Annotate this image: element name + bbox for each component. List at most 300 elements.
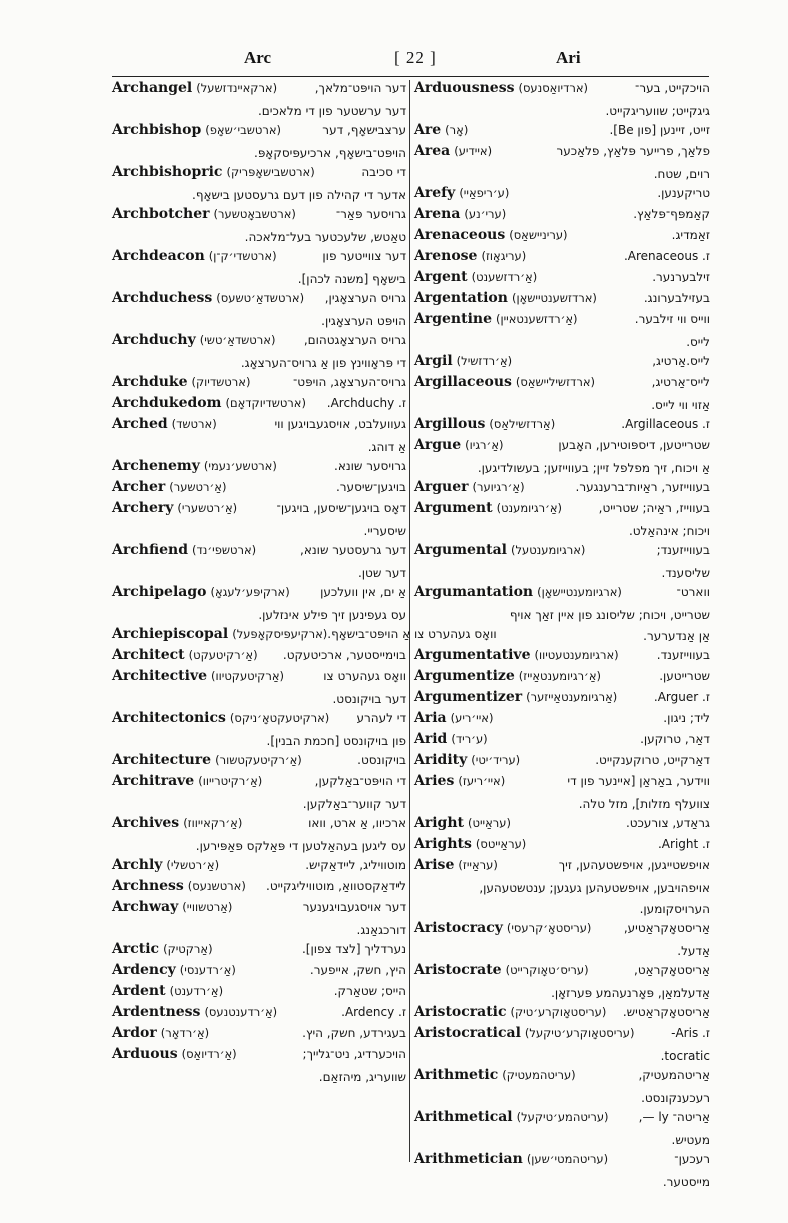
pronunciation: (אַ׳רטשלי) <box>166 858 220 872</box>
pronunciation: (אַ׳רגיו) <box>465 438 504 452</box>
entry-first-line <box>414 1004 710 1025</box>
definition-continuation: רוים, שטח. <box>653 167 710 181</box>
pronunciation: (ארטשדאַ׳טשי) <box>199 333 276 347</box>
dictionary-entry <box>414 143 710 185</box>
dictionary-entry <box>112 878 406 899</box>
definition-line: הייס; שטאַרק. <box>333 984 406 998</box>
headword: Argillaceous <box>414 374 512 390</box>
definition-line: ז. Arguer. <box>653 690 710 704</box>
headword: Aristocratic <box>414 1004 507 1020</box>
pronunciation: (ארקיטעקטאָ׳ניקס) <box>229 711 330 725</box>
definition-continuation: טאַטש, שלעכטער בעל־מלאכה. <box>244 230 406 244</box>
entry-first-line <box>112 899 406 920</box>
dictionary-entry <box>112 374 406 395</box>
definition-continuation: שיסעריי. <box>363 524 406 538</box>
dictionary-entry <box>414 479 710 500</box>
definition-continuation: אדער די קהילה פון דעם גרעסטען בישאָף. <box>192 188 406 202</box>
dictionary-entry <box>112 206 406 248</box>
dictionary-entry <box>414 206 710 227</box>
definition-line: גרויסער שונא. <box>334 459 406 473</box>
definition-line: דאַרקייט, טרוקענקייט. <box>595 753 710 767</box>
headword: Archway <box>112 899 179 915</box>
entry-first-line <box>414 542 710 563</box>
definition-line: ארכיוו, אַ ארט, וואו <box>308 816 406 830</box>
entry-first-line <box>414 227 710 248</box>
entry-first-line <box>414 1025 710 1046</box>
headword: Aridity <box>414 752 468 768</box>
entry-first-line <box>414 353 710 374</box>
headword: Archives <box>112 815 180 831</box>
pronunciation: (ע׳ריפאַיי) <box>459 186 510 200</box>
entry-first-line <box>414 1109 710 1130</box>
headword: Argumantation <box>414 584 534 600</box>
headword: Arched <box>112 416 168 432</box>
headword: Aristocrate <box>414 962 502 978</box>
pronunciation: (אַ׳רגיוער) <box>472 480 525 494</box>
definition-line: בעווייזער, ראַיות־ברענגער. <box>575 480 710 494</box>
pronunciation: (אַרטשוויי) <box>182 900 233 914</box>
dictionary-entry <box>112 710 406 752</box>
dictionary-entry <box>112 962 406 983</box>
pronunciation: (אַ׳רדיואַס) <box>181 1047 237 1061</box>
pronunciation: (ארטשנעס) <box>187 879 246 893</box>
pronunciation: (אַרגיומענטאַייזער) <box>526 690 618 704</box>
headword: Arduous <box>112 1046 178 1062</box>
definition-line: הויכקייט, בער־ <box>635 81 710 95</box>
dictionary-entry <box>112 290 406 332</box>
definition-line: ז. Archduchy. <box>326 396 406 410</box>
pronunciation: (ארטשדאַ׳טשעס) <box>216 291 305 305</box>
definition-continuation: עס ליגען בעהאַלטען די פּאַלקס פּאַפּירען. <box>195 839 406 853</box>
pronunciation: (אַ׳רדענסי) <box>179 963 236 977</box>
definition-continuation: אַזוי ווי לייס. <box>651 398 710 412</box>
definition-continuation: אויפהויבען, אויפשטעהען געגען; ענטשטעהען, <box>479 881 710 895</box>
dictionary-entry <box>414 269 710 290</box>
dictionary-entry <box>414 248 710 269</box>
definition-continuation: אַ דוהג. <box>367 440 406 454</box>
dictionary-entry <box>112 626 497 647</box>
entry-first-line <box>112 1004 406 1025</box>
dictionary-entry <box>414 437 710 479</box>
dictionary-entry <box>112 164 406 206</box>
definition-line: זילבערנער. <box>652 270 710 284</box>
headword: Arights <box>414 836 472 852</box>
headword: Archdeacon <box>112 248 205 264</box>
pronunciation: (אַ׳רטשער) <box>169 480 227 494</box>
entry-first-line <box>112 584 406 605</box>
entry-first-line <box>414 374 710 395</box>
entry-first-line <box>112 332 406 353</box>
entry-first-line <box>414 1067 710 1088</box>
definition-line: דאָס בויגען־שיסען, בויגען־ <box>276 501 406 515</box>
dictionary-entry <box>112 500 406 542</box>
page-header <box>112 44 712 74</box>
dictionary-entry <box>414 374 710 416</box>
definition-line: גרויס הערצאָגטהום, <box>303 333 406 347</box>
definition-line: גרויס־הערצאָג, הויפּט־ <box>292 375 406 389</box>
definition-line: אַריסטאָקראַטיש. <box>622 1005 710 1019</box>
definition-continuation: דער קווער־באַלקען. <box>302 797 406 811</box>
pronunciation: (ארטשדיוק) <box>191 375 251 389</box>
dictionary-entry <box>414 500 710 542</box>
dictionary-entry <box>112 941 406 962</box>
dictionary-entry <box>112 1004 406 1025</box>
headword: Archduke <box>112 374 188 390</box>
pronunciation: (איי׳ריע) <box>450 711 494 725</box>
definition-continuation: דער בויקונסט. <box>332 692 406 706</box>
definition-line: רעכען־ <box>674 1152 710 1166</box>
pronunciation: (אָר) <box>445 123 469 137</box>
entry-first-line <box>414 752 710 773</box>
entry-first-line <box>112 416 406 437</box>
entry-first-line <box>112 983 406 1004</box>
dictionary-entry <box>414 1151 710 1193</box>
dictionary-entry <box>414 1004 710 1025</box>
headword: Architecture <box>112 752 212 768</box>
pronunciation: (ע׳ריד) <box>451 732 488 746</box>
definition-line: וואָס געהערט צו <box>323 669 406 683</box>
headword: Argumentizer <box>414 689 523 705</box>
header-right-guide-word: Ari <box>556 48 581 67</box>
headword: Archery <box>112 500 174 516</box>
headword: Argent <box>414 269 468 285</box>
definition-continuation: שוועריג, מיהזאַם. <box>318 1070 406 1084</box>
dictionary-entry <box>112 479 406 500</box>
headword: Argument <box>414 500 493 516</box>
entry-first-line <box>112 857 406 878</box>
definition-line: דאַר, טרוקען. <box>640 732 710 746</box>
entry-first-line <box>112 122 406 143</box>
headword: Archly <box>112 857 163 873</box>
definition-line: לײדאַקסטוואַ, מוטוויליגקייט. <box>266 879 406 893</box>
definition-line: אויפשטייגען, אויפשטעהען, זיך <box>558 858 710 872</box>
dictionary-entry <box>414 815 710 836</box>
definition-line: די לעהרע <box>356 711 406 725</box>
definition-line: בעווייזענד. <box>656 648 710 662</box>
dictionary-entry <box>414 752 710 773</box>
entry-first-line <box>414 815 710 836</box>
definition-continuation: אַ ויכוח, זיך מפלפל זיין; בעווייזען; בעשולדיגען. <box>477 461 710 475</box>
definition-line: אַריטה־ ly —, <box>638 1110 710 1124</box>
dictionary-entry <box>414 857 710 920</box>
dictionary-entry <box>414 920 710 962</box>
definition-line: בעגירדע, חשק, היץ. <box>302 1026 406 1040</box>
definition-continuation: עס געפינען זיך פילע אינזלען. <box>258 608 406 622</box>
definition-line: אַריסטאָקראַטיע, <box>623 921 710 935</box>
definition-line: ערצביּשאָף, דער <box>322 123 406 137</box>
dictionary-entry <box>112 647 406 668</box>
pronunciation: (אַ׳רדזשיל) <box>456 354 513 368</box>
pronunciation: (ארקאיינדזשעל) <box>196 81 278 95</box>
pronunciation: (אַ׳רגיומענט) <box>496 501 563 515</box>
definition-line: פלאַך, פרייער פּלאַץ, פלאַכער <box>556 144 710 158</box>
headword: Argue <box>414 437 462 453</box>
pronunciation: (אַ׳רקיטעקט) <box>188 648 258 662</box>
headword: Arise <box>414 857 455 873</box>
header-left-guide-word: Arc <box>244 48 272 67</box>
dictionary-entry <box>414 311 710 353</box>
dictionary-entry <box>414 836 710 857</box>
pronunciation: (אַ׳רגיומענטאַייז) <box>518 669 602 683</box>
headword: Arena <box>414 206 461 222</box>
entry-first-line <box>414 143 710 164</box>
headword: Archdukedom <box>112 395 222 411</box>
dictionary-entry <box>414 1109 710 1151</box>
pronunciation: (ארגיומענטעל) <box>510 543 586 557</box>
headword: Architrave <box>112 773 195 789</box>
definition-line: שטרייטען, דיספּוטירען, האָבען <box>558 438 710 452</box>
pronunciation: (ארטשע׳נעמי) <box>203 459 277 473</box>
headword: Archbishop <box>112 122 202 138</box>
definition-line: ווארט־ <box>676 585 710 599</box>
entry-first-line <box>112 80 406 101</box>
entry-first-line <box>112 458 406 479</box>
pronunciation: (ארטשדיוקדאָם) <box>225 396 306 410</box>
definition-continuation: בישאָף [משנה לכהן]. <box>297 272 406 286</box>
entry-first-line <box>414 206 710 227</box>
definition-line: בויגען־שיסער. <box>335 480 406 494</box>
column-divider <box>409 80 410 1162</box>
pronunciation: (עריד׳יטי) <box>471 753 521 767</box>
entry-first-line <box>112 164 406 185</box>
headword: Argumental <box>414 542 507 558</box>
pronunciation: (עריניישאַס) <box>509 228 568 242</box>
pronunciation: (עריגאָוז) <box>481 249 527 263</box>
dictionary-entry <box>414 710 710 731</box>
definition-line: וואָס געהערט צו אַ הויפּט־בישאָף. <box>327 627 497 641</box>
entry-first-line <box>112 206 406 227</box>
entry-first-line <box>112 1025 406 1046</box>
definition-line: היץ, חשק, אייפער. <box>309 963 406 977</box>
pronunciation: (עריטהמעטיק) <box>502 1068 576 1082</box>
definition-continuation: מעטיש. <box>671 1133 710 1147</box>
entry-first-line <box>414 416 710 437</box>
dictionary-entry <box>112 899 406 941</box>
entry-first-line <box>414 437 710 458</box>
pronunciation: (עריטהמע׳טיקעל) <box>516 1110 609 1124</box>
entry-first-line <box>112 878 406 899</box>
headword: Ardor <box>112 1025 157 1041</box>
definition-line: לייס־אַרטיג, <box>651 375 710 389</box>
definition-line: אַריסטאָקראַט, <box>634 963 710 977</box>
pronunciation: (ארגיומענטיישאָן) <box>537 585 622 599</box>
definition-continuation: לייס. <box>686 335 710 349</box>
headword: Arenaceous <box>414 227 506 243</box>
definition-line: געוועלבט, אויסגעבויגען ווי <box>274 417 406 431</box>
definition-line: לייס.אַרטיג, <box>652 354 710 368</box>
headword: Aristocracy <box>414 920 503 936</box>
headword: Area <box>414 143 451 159</box>
pronunciation: (ארגיומענטעטיוו) <box>534 648 619 662</box>
entry-first-line <box>112 395 406 416</box>
header-rule <box>112 76 709 77</box>
dictionary-entry <box>112 983 406 1004</box>
pronunciation: (עריסטאָ׳קרעסי) <box>506 921 592 935</box>
definition-line: דער גרעסטער שונא, <box>300 543 406 557</box>
entry-first-line <box>414 584 710 605</box>
entry-first-line <box>414 836 710 857</box>
definition-continuation: שליסענד. <box>661 566 710 580</box>
dictionary-entry <box>414 290 710 311</box>
headword: Arefy <box>414 185 456 201</box>
entry-first-line <box>112 626 497 647</box>
definition-line: נערדליך [לצד צפון]. <box>301 942 406 956</box>
definition-line: בוימייסטער, ארכיטעקט. <box>282 648 406 662</box>
entry-first-line <box>414 500 710 521</box>
pronunciation: (אַ׳רדזשענט) <box>471 270 538 284</box>
definition-continuation: tocratic. <box>660 1049 710 1063</box>
entry-first-line <box>414 668 710 689</box>
entry-first-line <box>414 122 710 143</box>
pronunciation: (אַ׳רקאייווז) <box>183 816 243 830</box>
dictionary-entry <box>414 542 710 584</box>
definition-line: ז. Arenaceous. <box>623 249 710 263</box>
pronunciation: (איידיע) <box>454 144 493 158</box>
headword: Aristocratical <box>414 1025 521 1041</box>
entry-first-line <box>112 752 406 773</box>
headword: Ardency <box>112 962 176 978</box>
entry-first-line <box>414 248 710 269</box>
headword: Argumentize <box>414 668 515 684</box>
headword: Archbishopric <box>112 164 223 180</box>
pronunciation: (אַרקיטעקטיוו) <box>211 669 284 683</box>
dictionary-entry <box>414 185 710 206</box>
entry-first-line <box>112 479 406 500</box>
definition-continuation: אַדעלמאַן, פּאָרנעהמע פּערזאָן. <box>551 986 710 1000</box>
headword: Archiepiscopal <box>112 626 229 642</box>
definition-line: בעווייז, ראַיה; שטרייט, <box>598 501 710 515</box>
entry-first-line <box>112 710 406 731</box>
definition-line: בויקונסט. <box>357 753 406 767</box>
dictionary-entry <box>414 80 710 122</box>
entry-first-line <box>414 290 710 311</box>
pronunciation: (ארקיפּע׳לעגאָ) <box>210 585 290 599</box>
headword: Argumentative <box>414 647 531 663</box>
pronunciation: (ערי׳נע) <box>464 207 507 221</box>
entry-first-line <box>414 647 710 668</box>
dictionary-entry <box>112 857 406 878</box>
definition-continuation: הויפּט־בישאָף, ארכיעפּיסקאָפּ. <box>254 146 406 160</box>
pronunciation: (עריטהמטי׳שען) <box>526 1152 609 1166</box>
definition-line: אַ ים, אין וועלכען <box>320 585 406 599</box>
pronunciation: (אַ׳רדענטנעס) <box>204 1005 278 1019</box>
definition-line: טריקענען. <box>657 186 710 200</box>
dictionary-entry <box>414 731 710 752</box>
definition-continuation: רעכענקונסט. <box>641 1091 710 1105</box>
definition-continuation: די פּראָווינץ פון אַ גרויס־הערצאָג. <box>240 356 406 370</box>
entry-first-line <box>414 185 710 206</box>
definition-line: ווייס ווי זילבער. <box>634 312 710 326</box>
entry-first-line <box>414 311 710 332</box>
headword: Archenemy <box>112 458 200 474</box>
dictionary-entry <box>414 1067 710 1109</box>
dictionary-entry <box>112 248 406 290</box>
definition-line: דער אויסגעבויגענער <box>302 900 406 914</box>
pronunciation: (אַרדזשילאַס) <box>489 417 556 431</box>
right-column <box>414 80 710 1189</box>
pronunciation: (עראַייז) <box>458 858 498 872</box>
pronunciation: (עראַייט) <box>468 816 511 830</box>
pronunciation: (ארטשבישאָפּריק) <box>226 165 315 179</box>
entry-first-line <box>112 773 406 794</box>
pronunciation: (אַ׳רקיטרייוו) <box>198 774 263 788</box>
pronunciation: (אַ׳רקיטעקטשור) <box>215 753 302 767</box>
entry-first-line <box>414 962 710 983</box>
definition-line: ווידער, באַראַן [איינער פון די <box>567 774 710 788</box>
definition-continuation: פון בויקונסט [חכמת הבנין]. <box>266 734 406 748</box>
pronunciation: (ארקיעפּיסקאָפּעל) <box>232 627 328 641</box>
entry-first-line <box>112 815 406 836</box>
definition-line: ז. Ardency. <box>341 1005 406 1019</box>
pronunciation: (ארטשבי׳שאָפ) <box>205 123 282 137</box>
headword: Aries <box>414 773 455 789</box>
entry-first-line <box>414 269 710 290</box>
definition-line: ז. Argillaceous. <box>621 417 710 431</box>
definition-line: זאַמדיג. <box>671 228 710 242</box>
pronunciation: (איי׳ריעז) <box>458 774 506 788</box>
definition-continuation: שטרייט, ויכוח; שליסונג פון איין זאַך אויף <box>509 608 710 622</box>
pronunciation: (ארדזשיליישאַס) <box>515 375 595 389</box>
entry-first-line <box>112 374 406 395</box>
headword: Arithmetic <box>414 1067 499 1083</box>
definition-line: בעווייזענד; <box>656 543 710 557</box>
definition-continuation: גיגקייט; שוועריגקייט. <box>605 104 710 118</box>
pronunciation: (ארטשדי׳ק־ן) <box>208 249 277 263</box>
headword: Arithmetical <box>414 1109 513 1125</box>
headword: Archness <box>112 878 184 894</box>
dictionary-entry <box>414 962 710 1004</box>
headword: Archangel <box>112 80 193 96</box>
definition-continuation: הערויסקומען. <box>639 902 710 916</box>
definition-line: הויכערדיג, ניט־גלייך; <box>302 1047 406 1061</box>
pronunciation: (ארטשבאָטשער) <box>213 207 296 221</box>
definition-line: די הויפּט־באַלקען, <box>314 774 406 788</box>
dictionary-entry <box>112 1046 406 1088</box>
definition-line: ז. Aright. <box>657 837 710 851</box>
entry-first-line <box>414 80 710 101</box>
pronunciation: (אַרקטיק) <box>163 942 213 956</box>
dictionary-entry <box>414 353 710 374</box>
dictionary-entry <box>112 458 406 479</box>
pronunciation: (ארטשפי׳נד) <box>192 543 257 557</box>
definition-line: אַריטהמעטיק, <box>638 1068 710 1082</box>
definition-continuation: דער ערשטער פון די מלאכים. <box>257 104 406 118</box>
headword: Arduousness <box>414 80 515 96</box>
pronunciation: (ארטשד) <box>171 417 217 431</box>
entry-first-line <box>414 1151 710 1172</box>
headword: Are <box>414 122 442 138</box>
entry-first-line <box>414 479 710 500</box>
headword: Aright <box>414 815 464 831</box>
entry-first-line <box>112 542 406 563</box>
headword: Arid <box>414 731 448 747</box>
pronunciation: (ארדיואַסנעס) <box>518 81 589 95</box>
definition-continuation: דער שטן. <box>357 566 406 580</box>
dictionary-entry <box>112 1025 406 1046</box>
dictionary-entry <box>112 542 406 584</box>
definition-line: זייט, זיינען [פון Be]. <box>609 123 710 137</box>
definition-line: בעזילבערונג. <box>643 291 710 305</box>
headword: Argentine <box>414 311 492 327</box>
pronunciation: (עריס׳טאָוקרייט) <box>505 963 589 977</box>
definition-line: ליד; ניגון. <box>663 711 710 725</box>
dictionary-entry <box>112 395 406 416</box>
dictionary-entry <box>112 752 406 773</box>
entry-first-line <box>112 962 406 983</box>
entry-first-line <box>414 710 710 731</box>
headword: Argentation <box>414 290 508 306</box>
headword: Archduchy <box>112 332 196 348</box>
